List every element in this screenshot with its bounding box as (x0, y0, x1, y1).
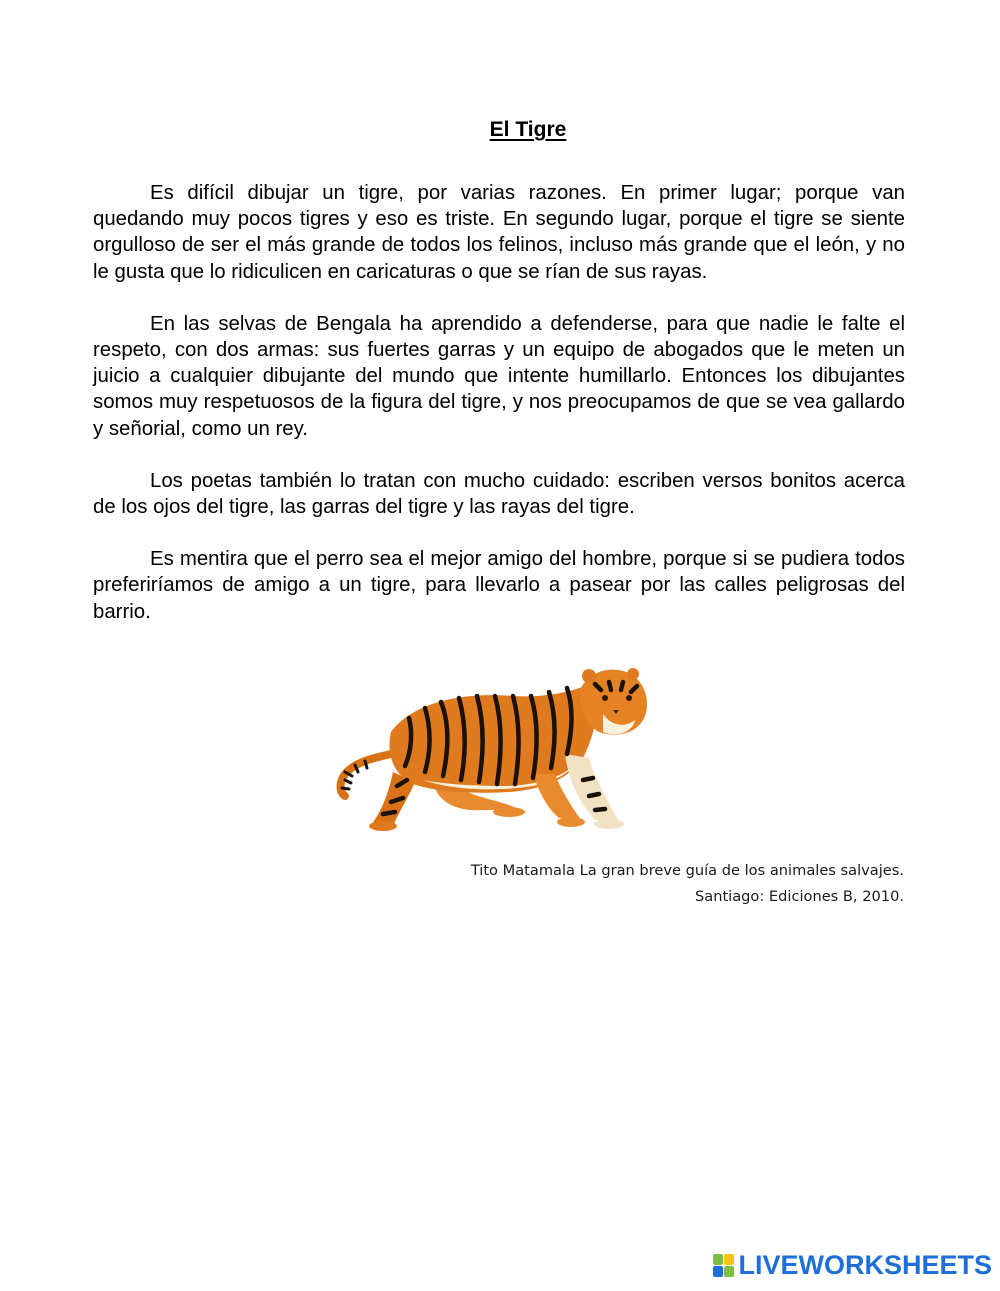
paragraph-1: Es difícil dibujar un tigre, por varias razones. En primer lugar; porque van quedando muy pocos tigres y eso es triste. En segundo lugar, porque el tigre se siente orgulloso de ser el más grande de todos los felinos, incluso más grande que el león, y no le gusta que lo ridiculicen en caricaturas o que se rían de sus rayas. (93, 182, 905, 283)
citation-publisher: Santiago: Ediciones B, 2010. (694, 888, 904, 905)
paragraph-4: Es mentira que el perro sea el mejor amigo del hombre, porque si se pudiera todos preferiríamos de amigo a un tigre, para llevarlo a pasear por las calles peligrosas del barrio. (93, 548, 905, 623)
body-text (93, 180, 905, 651)
tiger-illustration (333, 662, 651, 840)
paragraph-2: En las selvas de Bengala ha aprendido a defenderse, para que nadie le falte el respeto, con dos armas: sus fuertes garras y un equipo de abogados que le meten un juicio a cualquier dibujante del mundo que intente humillarlo. Entonces los dibujantes somos muy respetuosos de la figura del tigre, y nos preocupamos de que se vea gallardo y señorial, como un rey. (93, 312, 905, 440)
citation-author-title: Tito Matamala La gran breve guía de los animales salvajes. (470, 862, 904, 879)
liveworksheets-logo[interactable] (713, 1250, 992, 1281)
page-title: El Tigre (489, 118, 567, 141)
liveworksheets-wordmark: LIVEWORKSHEETS (738, 1250, 992, 1280)
liveworksheets-mark-icon (713, 1254, 735, 1278)
paragraph-3: Los poetas también lo tratan con mucho cuidado: escriben versos bonitos acerca de los ojos del tigre, las garras del tigre y las rayas del tigre. (93, 469, 905, 519)
tiger-icon (333, 662, 651, 840)
citation (471, 858, 904, 910)
